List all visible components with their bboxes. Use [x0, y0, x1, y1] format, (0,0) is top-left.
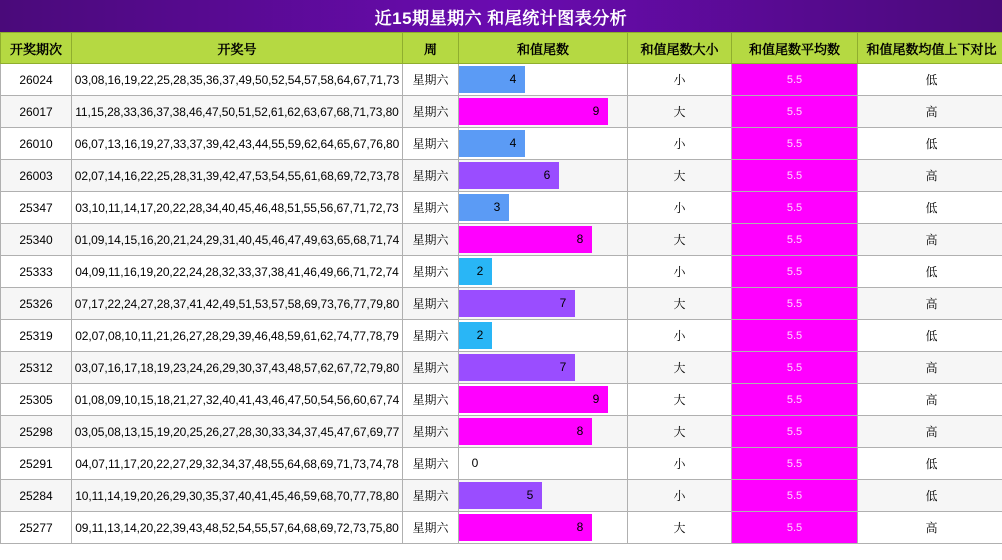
cell-size: 大 [628, 96, 732, 128]
cell-issue: 26024 [1, 64, 72, 96]
bar-value-label: 8 [576, 232, 584, 246]
cell-tail-bar [459, 448, 628, 480]
cell-numbers: 06,07,13,16,19,27,33,37,39,42,43,44,55,59,62,64,65,67,76,80 [72, 128, 403, 160]
cell-tail-bar [459, 160, 628, 192]
bar-value-label: 5 [526, 488, 534, 502]
bar-track [459, 321, 627, 350]
bar-value-label: 6 [543, 168, 551, 182]
table-row [1, 256, 1002, 288]
cell-numbers: 04,09,11,16,19,20,22,24,28,32,33,37,38,41,46,49,66,71,72,74 [72, 256, 403, 288]
bar-value-label: 4 [509, 136, 517, 150]
cell-numbers: 03,10,11,14,17,20,22,28,34,40,45,46,48,51,55,56,67,71,72,73 [72, 192, 403, 224]
cell-week: 星期六 [403, 128, 459, 160]
cell-week: 星期六 [403, 480, 459, 512]
column-header-tail: 和值尾数 [459, 33, 628, 64]
bar-value-label: 0 [471, 456, 479, 470]
bar-value-label: 2 [476, 328, 484, 342]
cell-compare: 低 [858, 256, 1002, 288]
bar-track [459, 193, 627, 222]
cell-average: 5.5 [732, 128, 858, 160]
bar-value-label: 9 [592, 392, 600, 406]
cell-tail-bar [459, 288, 628, 320]
cell-week: 星期六 [403, 448, 459, 480]
cell-week: 星期六 [403, 288, 459, 320]
statistics-table [0, 32, 1002, 544]
cell-week: 星期六 [403, 416, 459, 448]
cell-numbers: 04,07,11,17,20,22,27,29,32,34,37,48,55,64,68,69,71,73,74,78 [72, 448, 403, 480]
cell-size: 小 [628, 320, 732, 352]
cell-issue: 25319 [1, 320, 72, 352]
cell-size: 大 [628, 288, 732, 320]
cell-compare: 高 [858, 288, 1002, 320]
bar-track [459, 417, 627, 446]
cell-size: 小 [628, 480, 732, 512]
cell-average: 5.5 [732, 448, 858, 480]
bar-value-label: 7 [559, 360, 567, 374]
table-row [1, 448, 1002, 480]
cell-compare: 高 [858, 352, 1002, 384]
cell-tail-bar [459, 256, 628, 288]
bar-track [459, 161, 627, 190]
cell-compare: 高 [858, 512, 1002, 544]
cell-size: 大 [628, 352, 732, 384]
cell-issue: 25340 [1, 224, 72, 256]
cell-compare: 低 [858, 64, 1002, 96]
cell-numbers: 10,11,14,19,20,26,29,30,35,37,40,41,45,46,59,68,70,77,78,80 [72, 480, 403, 512]
bar-value-label: 3 [493, 200, 501, 214]
cell-issue: 25277 [1, 512, 72, 544]
bar-track [459, 97, 627, 126]
cell-issue: 25291 [1, 448, 72, 480]
column-header-issue: 开奖期次 [1, 33, 72, 64]
cell-numbers: 02,07,14,16,22,25,28,31,39,42,47,53,54,55,61,68,69,72,73,78 [72, 160, 403, 192]
bar-track [459, 353, 627, 382]
table-row [1, 192, 1002, 224]
cell-average: 5.5 [732, 480, 858, 512]
cell-compare: 低 [858, 192, 1002, 224]
bar-value-label: 8 [576, 520, 584, 534]
column-header-week: 周 [403, 33, 459, 64]
cell-size: 大 [628, 224, 732, 256]
cell-compare: 低 [858, 128, 1002, 160]
cell-week: 星期六 [403, 256, 459, 288]
table-row [1, 512, 1002, 544]
cell-week: 星期六 [403, 352, 459, 384]
cell-week: 星期六 [403, 224, 459, 256]
cell-compare: 低 [858, 320, 1002, 352]
cell-issue: 26003 [1, 160, 72, 192]
cell-average: 5.5 [732, 288, 858, 320]
cell-size: 小 [628, 64, 732, 96]
bar-track [459, 257, 627, 286]
table-row [1, 352, 1002, 384]
page-title: 近15期星期六 和尾统计图表分析 [0, 0, 1002, 32]
bar-track [459, 129, 627, 158]
cell-week: 星期六 [403, 96, 459, 128]
column-header-numbers: 开奖号 [72, 33, 403, 64]
cell-size: 大 [628, 160, 732, 192]
cell-numbers: 03,07,16,17,18,19,23,24,26,29,30,37,43,48,57,62,67,72,79,80 [72, 352, 403, 384]
cell-tail-bar [459, 320, 628, 352]
cell-average: 5.5 [732, 512, 858, 544]
cell-tail-bar [459, 480, 628, 512]
cell-tail-bar [459, 64, 628, 96]
cell-issue: 26017 [1, 96, 72, 128]
cell-average: 5.5 [732, 320, 858, 352]
cell-week: 星期六 [403, 320, 459, 352]
cell-issue: 25312 [1, 352, 72, 384]
cell-tail-bar [459, 512, 628, 544]
cell-size: 小 [628, 256, 732, 288]
cell-numbers: 01,08,09,10,15,18,21,27,32,40,41,43,46,47,50,54,56,60,67,74 [72, 384, 403, 416]
bar-value-label: 7 [559, 296, 567, 310]
cell-compare: 低 [858, 448, 1002, 480]
cell-size: 小 [628, 128, 732, 160]
cell-compare: 高 [858, 416, 1002, 448]
cell-average: 5.5 [732, 256, 858, 288]
cell-average: 5.5 [732, 160, 858, 192]
cell-numbers: 01,09,14,15,16,20,21,24,29,31,40,45,46,47,49,63,65,68,71,74 [72, 224, 403, 256]
bar-value-label: 8 [576, 424, 584, 438]
cell-issue: 25347 [1, 192, 72, 224]
bar-value-label: 9 [592, 104, 600, 118]
cell-average: 5.5 [732, 64, 858, 96]
cell-tail-bar [459, 192, 628, 224]
bar-value-label: 2 [476, 264, 484, 278]
cell-size: 大 [628, 512, 732, 544]
cell-tail-bar [459, 96, 628, 128]
table-body [1, 64, 1002, 544]
cell-numbers: 02,07,08,10,11,21,26,27,28,29,39,46,48,59,61,62,74,77,78,79 [72, 320, 403, 352]
cell-tail-bar [459, 416, 628, 448]
table-row [1, 288, 1002, 320]
cell-size: 大 [628, 384, 732, 416]
cell-week: 星期六 [403, 512, 459, 544]
column-header-average: 和值尾数平均数 [732, 33, 858, 64]
cell-average: 5.5 [732, 384, 858, 416]
table-row [1, 128, 1002, 160]
cell-issue: 25326 [1, 288, 72, 320]
cell-compare: 高 [858, 96, 1002, 128]
cell-numbers: 03,08,16,19,22,25,28,35,36,37,49,50,52,54,57,58,64,67,71,73 [72, 64, 403, 96]
bar-track [459, 289, 627, 318]
cell-week: 星期六 [403, 384, 459, 416]
table-row [1, 384, 1002, 416]
cell-tail-bar [459, 224, 628, 256]
table-row [1, 320, 1002, 352]
column-header-size: 和值尾数大小 [628, 33, 732, 64]
cell-numbers: 07,17,22,24,27,28,37,41,42,49,51,53,57,58,69,73,76,77,79,80 [72, 288, 403, 320]
bar-track [459, 385, 627, 414]
cell-average: 5.5 [732, 224, 858, 256]
bar-value-label: 4 [509, 72, 517, 86]
table-row [1, 96, 1002, 128]
cell-issue: 25298 [1, 416, 72, 448]
column-header-compare: 和值尾数均值上下对比 [858, 33, 1002, 64]
cell-numbers: 09,11,13,14,20,22,39,43,48,52,54,55,57,64,68,69,72,73,75,80 [72, 512, 403, 544]
cell-issue: 26010 [1, 128, 72, 160]
bar-track [459, 481, 627, 510]
cell-average: 5.5 [732, 352, 858, 384]
cell-compare: 高 [858, 384, 1002, 416]
cell-week: 星期六 [403, 192, 459, 224]
cell-week: 星期六 [403, 64, 459, 96]
cell-average: 5.5 [732, 96, 858, 128]
table-row [1, 160, 1002, 192]
cell-compare: 低 [858, 480, 1002, 512]
cell-average: 5.5 [732, 416, 858, 448]
cell-issue: 25333 [1, 256, 72, 288]
bar-track [459, 65, 627, 94]
cell-tail-bar [459, 352, 628, 384]
cell-issue: 25305 [1, 384, 72, 416]
cell-week: 星期六 [403, 160, 459, 192]
bar-track [459, 225, 627, 254]
table-row [1, 64, 1002, 96]
table-row [1, 480, 1002, 512]
cell-size: 小 [628, 192, 732, 224]
table-header-row [1, 33, 1002, 64]
cell-issue: 25284 [1, 480, 72, 512]
cell-tail-bar [459, 384, 628, 416]
cell-size: 小 [628, 448, 732, 480]
cell-compare: 高 [858, 160, 1002, 192]
table-row [1, 224, 1002, 256]
bar-track [459, 513, 627, 542]
cell-average: 5.5 [732, 192, 858, 224]
table-row [1, 416, 1002, 448]
cell-size: 大 [628, 416, 732, 448]
bar-track [459, 449, 627, 478]
cell-numbers: 03,05,08,13,15,19,20,25,26,27,28,30,33,34,37,45,47,67,69,77 [72, 416, 403, 448]
cell-numbers: 11,15,28,33,36,37,38,46,47,50,51,52,61,62,63,67,68,71,73,80 [72, 96, 403, 128]
cell-tail-bar [459, 128, 628, 160]
cell-compare: 高 [858, 224, 1002, 256]
